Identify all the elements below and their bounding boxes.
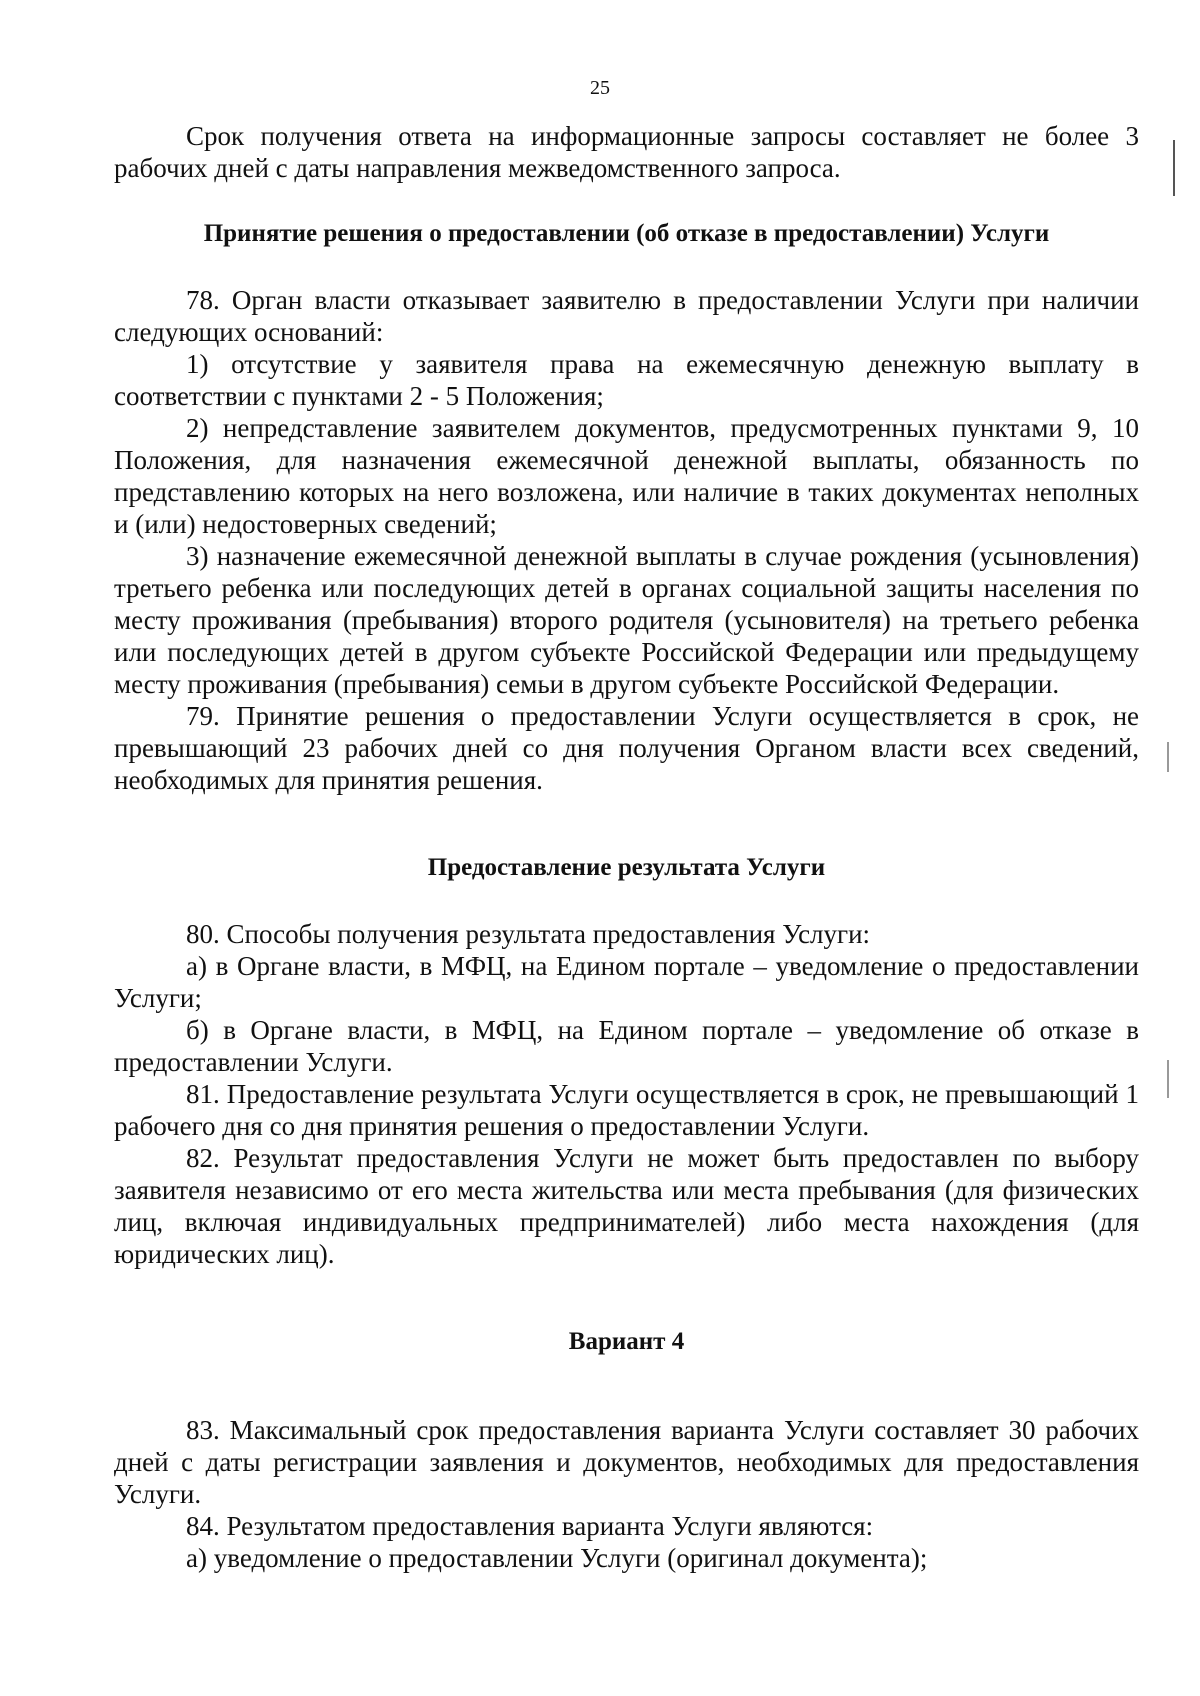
paragraph-84: 84. Результатом предоставления варианта Услуги являются: (186, 1511, 874, 1541)
paragraph-response-deadline: Срок получения ответа на информационные запросы составляет не более 3 рабочих дней с даты направления межведомственного запроса. (114, 121, 1139, 183)
paragraph-82: 82. Результат предоставления Услуги не может быть предоставлен по выбору заявителя независимо от его места жительства или места пребывания (для физических лиц, включая индивидуальных предпринимателей) либо места нахождения (для юридических лиц). (114, 1143, 1139, 1269)
section-heading-variant-4: Вариант 4 (568, 1328, 685, 1355)
paragraph-83: 83. Максимальный срок предоставления варианта Услуги составляет 30 рабочих дней с даты регистрации заявления и документов, необходимых для предоставления Услуги. (114, 1415, 1139, 1509)
paragraph-78: 78. Орган власти отказывает заявителю в предоставлении Услуги при наличии следующих оснований: (114, 285, 1139, 347)
paragraph-78-item-3: 3) назначение ежемесячной денежной выплаты в случае рождения (усыновления) третьего ребенка или последующих детей в органах социальной защиты населения по месту проживания (пребывания) второго родителя (усыновителя) на третьего ребенка или последующих детей в другом субъекте Российской Федерации или предыдущему месту проживания (пребывания) семьи в другом субъекте Российской Федерации. (114, 541, 1139, 699)
page-number: 25 (590, 77, 610, 99)
scan-margin-mark (1167, 1060, 1169, 1098)
scan-margin-mark (1173, 140, 1175, 196)
paragraph-80-item-b: б) в Органе власти, в МФЦ, на Едином портале – уведомление об отказе в предоставлении Услуги. (114, 1015, 1139, 1077)
section-heading-decision: Принятие решения о предоставлении (об отказе в предоставлении) Услуги (203, 220, 1050, 247)
section-heading-result: Предоставление результата Услуги (427, 854, 826, 881)
paragraph-78-item-2: 2) непредставление заявителем документов, предусмотренных пунктами 9, 10 Положения, для назначения ежемесячной денежной выплаты, обязанность по представлению которых на него возложена, или наличие в таких документах неполных и (или) недостоверных сведений; (114, 413, 1139, 539)
paragraph-79: 79. Принятие решения о предоставлении Услуги осуществляется в срок, не превышающий 23 рабочих дней со дня получения Органом власти всех сведений, необходимых для принятия решения. (114, 701, 1139, 795)
paragraph-80-item-a: а) в Органе власти, в МФЦ, на Едином портале – уведомление о предоставлении Услуги; (114, 951, 1139, 1013)
paragraph-78-item-1: 1) отсутствие у заявителя права на ежемесячную денежную выплату в соответствии с пунктами 2 - 5 Положения; (114, 349, 1139, 411)
paragraph-84-item-a: а) уведомление о предоставлении Услуги (оригинал документа); (186, 1543, 928, 1573)
scan-margin-mark (1167, 742, 1169, 772)
document-body (114, 120, 1139, 1574)
paragraph-80: 80. Способы получения результата предоставления Услуги: (186, 919, 871, 949)
paragraph-81: 81. Предоставление результата Услуги осуществляется в срок, не превышающий 1 рабочего дня со дня принятия решения о предоставлении Услуги. (114, 1079, 1139, 1141)
